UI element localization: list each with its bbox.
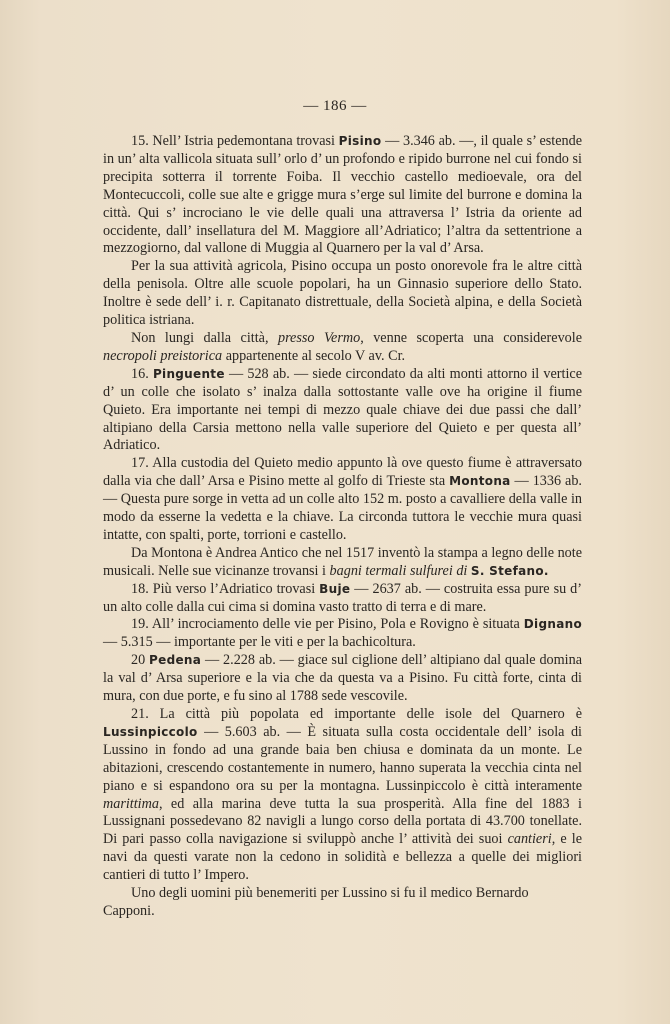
text-segment: , ed alla marina deve tutta la sua prosperità. Alla fine del 1883 i Lussignani possedevano 82 navigli a lungo corso della portata di 43.700 tonellate. Di pari passo colla navigazione si sviluppò anche l’ attività dei suoi: [103, 795, 582, 848]
text-segment: — 1336 ab. — Questa pure sorge in vetta ad un colle alto 152 m. posto a cavalliere della valle in modo da esserne la vedetta e la chiave. La circonda tuttora le vecchie mura quasi intatte, con spalti, porte, torrioni e castello.: [103, 473, 582, 543]
paragraph-p20: [103, 652, 582, 706]
text-segment: 17. Alla custodia del Quieto medio appunto là ove questo fiume è attraversato dalla via che dall’ Arsa e Pisino mette al golfo di Trieste sta: [103, 455, 582, 490]
text-segment: — 5.315 — importante per le viti e per la bachicoltura.: [103, 634, 416, 651]
paragraph-p15b: [103, 258, 582, 330]
text-segment: appartenente al secolo V av. Cr.: [222, 347, 406, 364]
paragraph-p17b: [103, 545, 582, 581]
place-name: Montona: [449, 474, 511, 489]
paragraph-p19: [103, 616, 582, 652]
paragraph-p21b: [103, 885, 582, 921]
place-name: Pinguente: [152, 366, 225, 381]
paragraph-p17: [103, 455, 582, 545]
text-segment: — 528 ab. — siede circondato da alti monti attorno il vertice d’ un colle che isolato s’ inalza dalla sottostante valle ove ha origine il fiume Quieto. Era importante nei tempi di mezzo quale chiave dei due passi che dall’ altipiano della Carsia mettono nella valle superiore del Quieto e per questa all’ Adriatico.: [103, 365, 583, 454]
italic-text: cantieri: [507, 831, 552, 848]
text-segment: — 5.603 ab. — È situata sulla costa occidentale dell’ isola di Lussino in fondo ad una grande baia ben chiusa e dominata da un monte. Le abitazioni, crescendo costantemente in numero, hanno superata la vecchia cinta nel piano e si espandono ora su per la montagna. Lussinpiccolo è città interamente: [103, 723, 582, 794]
place-name: Pedena: [149, 653, 202, 668]
text-segment: , venne scoperta una considerevole: [360, 329, 582, 346]
place-name: Pisino: [338, 134, 382, 148]
place-name: S. Stefano.: [470, 563, 549, 578]
body-text: [103, 133, 582, 921]
text-segment: 18. Più verso l’Adriatico trovasi: [131, 580, 320, 597]
place-name: Buje: [319, 581, 351, 596]
text-segment: 20: [131, 652, 150, 669]
text-segment: — 2.228 ab. — giace sul ciglione dell’ altipiano dal quale domina la val d’ Arsa superiore e la via che da questa va a Pisino. Fu città forte, cinta di mura, con due porte, e fu sino al 1788 sede vescovile.: [103, 652, 582, 705]
text-segment: — 3.346 ab. —, il quale s’ estende in un’ alta vallicola situata sull’ orlo d’ un profondo e ripido burrone nel cui fondo si precipita sotterra il torrente Foiba. Il vecchio castello medioevale, ora del Montecuccoli, colle sue alte e grigge mura s’erge sul limite del burrone e domina la città. Qui s’ incrociano le vie delle quali una attraversa l’ Istria da oriente ad occidente, dall’ insellatura del M. Maggiore all’Adriatico; l’altra da settentrione a mezzogiorno, dal vallone di Muggia al Quarnero per la val d’ Arsa.: [103, 133, 583, 257]
italic-text: necropoli preistorica: [103, 347, 223, 364]
paragraph-p16: [103, 366, 582, 456]
paragraph-p15: [103, 133, 582, 258]
text-segment: Non lungi dalla città,: [131, 329, 278, 346]
place-name: Dignano: [523, 617, 582, 632]
text-segment: Da Montona è Andrea Antico che nel 1517 inventò la stampa a legno delle note musicali. Nelle sue vicinanze trovansi i: [103, 544, 582, 579]
place-name: Lussinpiccolo: [103, 724, 198, 739]
text-segment: Per la sua attività agricola, Pisino occupa un posto onorevole fra le altre città della penisola. Oltre alle scuole popolari, ha un Ginnasio superiore dello Stato. Inoltre è sede dell’ i. r. Capitanato distrettuale, della Società alpina, e della Società politica istriana.: [103, 258, 582, 329]
italic-text: bagni termali sulfurei di: [329, 562, 468, 579]
italic-text: presso Vermo: [277, 329, 361, 346]
text-segment: 19. All’ incrociamento delle vie per Pisino, Pola e Rovigno è situata: [131, 616, 524, 633]
paragraph-p15c: [103, 330, 582, 366]
paragraph-p18: [103, 581, 582, 617]
italic-text: marittima: [103, 795, 159, 812]
text-segment: 21. La città più popolata ed importante delle isole del Quarnero è: [131, 706, 582, 722]
paragraph-p21: [103, 706, 582, 885]
text-segment: 15. Nell’ Istria pedemontana trovasi: [131, 133, 339, 149]
text-segment: Uno degli uomini più benemeriti per Lussino si fu il medico Bernardo Capponi.: [103, 885, 529, 919]
page-number: — 186 —: [303, 98, 367, 114]
text-segment: 16.: [131, 365, 153, 382]
text-segment: — 2637 ab. — costruita essa pure su d’ un alto colle dalla cui cima si domina vasto tratto di terra e di mare.: [103, 580, 582, 615]
text-segment: , e le navi da questi varate non la cedono in solidità e bellezza a quelle dei migliori cantieri di tutto l’ Impero.: [103, 831, 582, 884]
